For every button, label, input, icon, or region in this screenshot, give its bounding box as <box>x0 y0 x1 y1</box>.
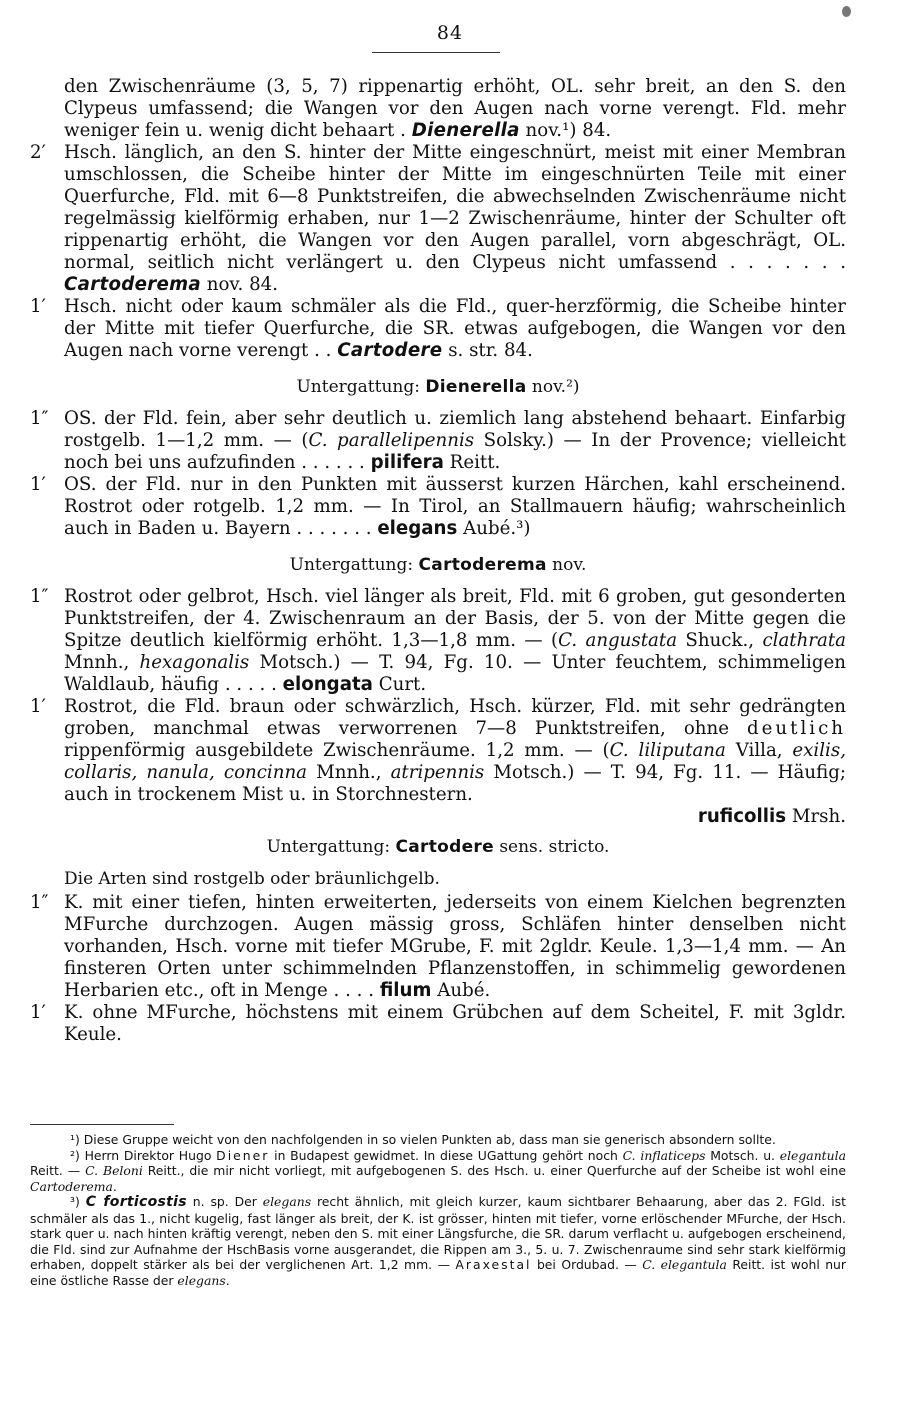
subgenus-name: Cartodere <box>395 837 494 857</box>
species-line <box>30 806 846 828</box>
footnote-text: ³) <box>70 1194 86 1209</box>
synonym: C. inflaticeps <box>622 1147 706 1163</box>
subgenus-prefix: Untergattung: <box>289 555 414 575</box>
footnote-1: ¹) Diese Gruppe weicht von den nachfolgenden in so vielen Punkten ab, dass man sie generisch absondern sollte. <box>70 1132 776 1147</box>
synonym: clathrata <box>762 630 846 651</box>
key-entry <box>30 892 846 1002</box>
author: nov.¹) 84. <box>525 120 612 141</box>
footnote-text: in Budapest gewidmet. In diese UGattung gehört noch <box>269 1147 623 1163</box>
couplet-marker: 1′ <box>30 1002 46 1023</box>
person-name: Diener <box>216 1147 270 1163</box>
entry-text: K. ohne MFurche, höchstens mit einem Grübchen auf dem Scheitel, F. mit 3gldr. Keule. <box>64 1002 846 1045</box>
locality: Araxestal <box>455 1257 532 1272</box>
synonym: elegans. <box>177 1272 230 1288</box>
synonym: hexagonalis <box>139 652 250 673</box>
entry-text: den Zwischenräume (3, 5, 7) rippenartig erhöht, OL. sehr breit, an den S. den Clypeus umfassend; die Wangen vor den Augen nach vorne verengt. Fld. mehr weniger fein u. wenig dicht behaart <box>64 76 846 141</box>
author: Curt. <box>378 674 427 695</box>
couplet-marker: 1′ <box>30 696 46 717</box>
subgenus-note: Die Arten sind rostgelb oder bräunlichgelb. <box>64 869 440 889</box>
footnote-text: Motsch. u. <box>705 1147 780 1163</box>
key-entry <box>30 296 846 362</box>
entry-text: OS. der Fld. fein, aber sehr deutlich u. ziemlich lang abstehend behaart. Einfarbig rostgelb. 1—1,2 mm. — ( <box>64 408 846 451</box>
entry-text: K. mit einer tiefen, hinten erweiterten, jederseits von einem Kielchen begrenzten MFurche durchzogen. Augen mässig gross, Schläfen hinter denselben nicht vorhanden, Hsch. vorne mit tiefer MGrube, F. mit 2gldr. Keule. 1,3—1,4 mm. — An finsteren Orten unter schimmelnden Pflanzenstoffen, in schimmelig gewordenen Herbarien etc., oft in Menge <box>64 892 846 1001</box>
synonym: C. elegantula <box>642 1257 727 1272</box>
leader-dots: . . . . <box>327 980 380 1001</box>
leader-dots: . . . . . . . <box>290 518 378 539</box>
footnote-text: Reitt., die mir nicht vorliegt, mit aufgebogenen S. des Hsch. u. einer Querfurche auf der Scheibe ist wohl eine <box>142 1163 846 1178</box>
footnote-2 <box>30 1148 846 1195</box>
ink-blot <box>842 6 851 17</box>
synonym: C. angustata <box>558 630 678 651</box>
key-entry <box>30 142 846 296</box>
footnote-text: bei Ordubad. — <box>531 1257 643 1272</box>
subgenus-heading <box>30 376 846 398</box>
subgenus-prefix: Untergattung: <box>266 837 391 857</box>
entry-text: Motsch.) — T. 94, Fg. 10. — Unter feuchtem, schimmeligen Waldlaub, häufig <box>64 652 846 695</box>
entry-text: OS. der Fld. nur in den Punkten mit äusserst kurzen Härchen, kahl erscheinend. Rostrot oder rotgelb. 1,2 mm. — In Tirol, an Stallmauern häufig; wahrscheinlich auch in Baden u. Bayern <box>64 474 846 539</box>
couplet-marker: 1″ <box>30 408 49 429</box>
couplet-marker: 1″ <box>30 892 49 913</box>
footnote-text: ²) Herrn Direktor Hugo <box>70 1147 217 1163</box>
author: Reitt. <box>449 452 501 473</box>
couplet-marker: 2′ <box>30 142 46 163</box>
synonym: C. liliputana <box>609 740 726 761</box>
entry-text: rippenförmig ausgebildete Zwischenräume. 1,2 mm. — ( <box>64 740 610 761</box>
header-rule <box>372 52 500 53</box>
synonym: elegantula <box>779 1147 846 1163</box>
subgenus-heading <box>30 836 846 858</box>
synonym: Cartoderema. <box>30 1178 117 1194</box>
footnote-text: Reitt. ist wohl nur eine östliche Rasse der <box>30 1257 847 1288</box>
subgenus-name: Cartoderema <box>418 555 547 575</box>
synonym: exilis, collaris, nanula, concinna <box>64 740 846 783</box>
couplet-marker: 1′ <box>30 474 46 495</box>
author: Mrsh. <box>791 806 846 827</box>
genus-name: Cartoderema <box>64 274 201 295</box>
subgenus-suffix: sens. stricto. <box>499 837 610 857</box>
subgenus-suffix: nov.²) <box>531 377 580 397</box>
synonym: atripennis <box>390 762 485 783</box>
entry-text: Rostrot oder gelbrot, Hsch. viel länger als breit, Fld. mit 6 groben, gut gesonderten Punktstreifen, der 4. Zwischenraum an der Basis, der 5. von der Mitte gegen die Spitze deutlich kielförmig erhöht. 1,3—1,8 mm. — ( <box>64 586 846 651</box>
genus-name: Dienerella <box>411 120 520 141</box>
footnote-text: recht ähnlich, mit gleich kurzer, kaum sichtbarer Behaarung, aber das 2. FGld. ist schmäler als das 1., nicht kugelig, fast länger als breit, der K. ist grösser, hinten mit tiefer, vorne erlöschender MFurche, der Hsch. stark quer u. nach hinten kräftig verengt, neben den S. mit einer Längsfurche, die SR. darum verflacht u. aufgebogen erscheinend, die Fld. sind zur Aufnahme der HschBasis vorne ausgerandet, die Rippen am 3., 5. u. 7. Zwischenraume sind sehr stark kielförmig erhaben, doppelt stärker als bei der verglichenen Art. 1,2 mm. — <box>30 1194 846 1272</box>
entry-text: Hsch. nicht oder kaum schmäler als die Fld., quer-herzförmig, die Scheibe hinter der Mitte mit tiefer Querfurche, die SR. etwas aufgebogen, die Wangen vor den Augen nach vorne verengt <box>64 296 846 361</box>
species-name: elegans <box>377 518 458 539</box>
key-text <box>30 76 846 1046</box>
leader-dots: . . . . . <box>219 674 283 695</box>
entry-text: Mnnh., <box>307 762 391 783</box>
entry-text: Solsky.) — In der Provence; vielleicht noch bei uns aufzufinden <box>64 430 846 473</box>
footnote-text: Reitt. — <box>30 1163 86 1178</box>
author: s. str. 84. <box>448 340 533 361</box>
subgenus-heading <box>30 554 846 576</box>
synonym: C. Beloni <box>85 1163 143 1178</box>
entry-text: Rostrot, die Fld. braun oder schwärzlich, Hsch. kürzer, Fld. mit sehr gedrängten groben, manchmal etwas verworrenen 7—8 Punktstreifen, ohne <box>64 696 846 739</box>
author: Aubé.³) <box>463 518 531 539</box>
author: nov. 84. <box>206 274 279 295</box>
leader-dots: . . . . . . . <box>717 252 846 273</box>
key-entry <box>30 586 846 696</box>
leader-dots: . . <box>308 340 338 361</box>
genus-name: Cartodere <box>337 340 443 361</box>
entry-text: Hsch. länglich, an den S. hinter der Mitte eingeschnürt, meist mit einer Membran umschlossen, die Scheibe hinter der Mitte im eingeschnürten Teile mit einer Querfurche, Fld. mit 6—8 Punktstreifen, die abwechselnden Zwischenräume nicht regelmässig kielförmig erhaben, nur 1—2 Zwischenräume, hinter der Schulter oft rippenartig erhöht, die Wangen vor den Augen parallel, vorn abgeschrägt, OL. normal, seitlich nicht verlängert u. den Clypeus nicht umfassend <box>64 142 846 273</box>
species-name: elongata <box>282 674 373 695</box>
entry-text: Villa, <box>725 740 793 761</box>
key-entry <box>30 76 846 142</box>
page-number: 84 <box>436 22 464 44</box>
entry-text: Mnnh., <box>64 652 140 673</box>
key-entry <box>30 696 846 806</box>
author: Aubé. <box>437 980 491 1001</box>
footnote-rule <box>30 1124 174 1125</box>
emphasis-text: deutlich <box>747 718 846 739</box>
species-name: C forticostis <box>85 1194 187 1210</box>
leader-dots: . . . . . . <box>295 452 371 473</box>
key-entry <box>30 408 846 474</box>
species-name: pilifera <box>370 452 444 473</box>
footnote-text: n. sp. Der <box>186 1194 263 1209</box>
key-entry <box>30 1002 846 1046</box>
subgenus-prefix: Untergattung: <box>296 377 420 397</box>
subgenus-suffix: nov. <box>552 555 587 575</box>
entry-text: Shuck., <box>677 630 763 651</box>
species-name: filum <box>379 980 432 1001</box>
leader-dots: . <box>394 120 412 141</box>
species-name: ruficollis <box>697 806 787 827</box>
synonym: C. parallelipennis <box>308 430 475 451</box>
synonym: elegans <box>262 1194 312 1209</box>
entry-text: Motsch.) — T. 94, Fg. 11. — Häufig; auch in trockenem Mist u. in Storchnestern. <box>64 762 846 805</box>
subgenus-name: Dienerella <box>425 377 527 397</box>
footnotes <box>30 1132 846 1288</box>
couplet-marker: 1″ <box>30 586 49 607</box>
key-entry <box>30 474 846 540</box>
couplet-marker: 1′ <box>30 296 46 317</box>
footnote-3 <box>30 1194 846 1288</box>
